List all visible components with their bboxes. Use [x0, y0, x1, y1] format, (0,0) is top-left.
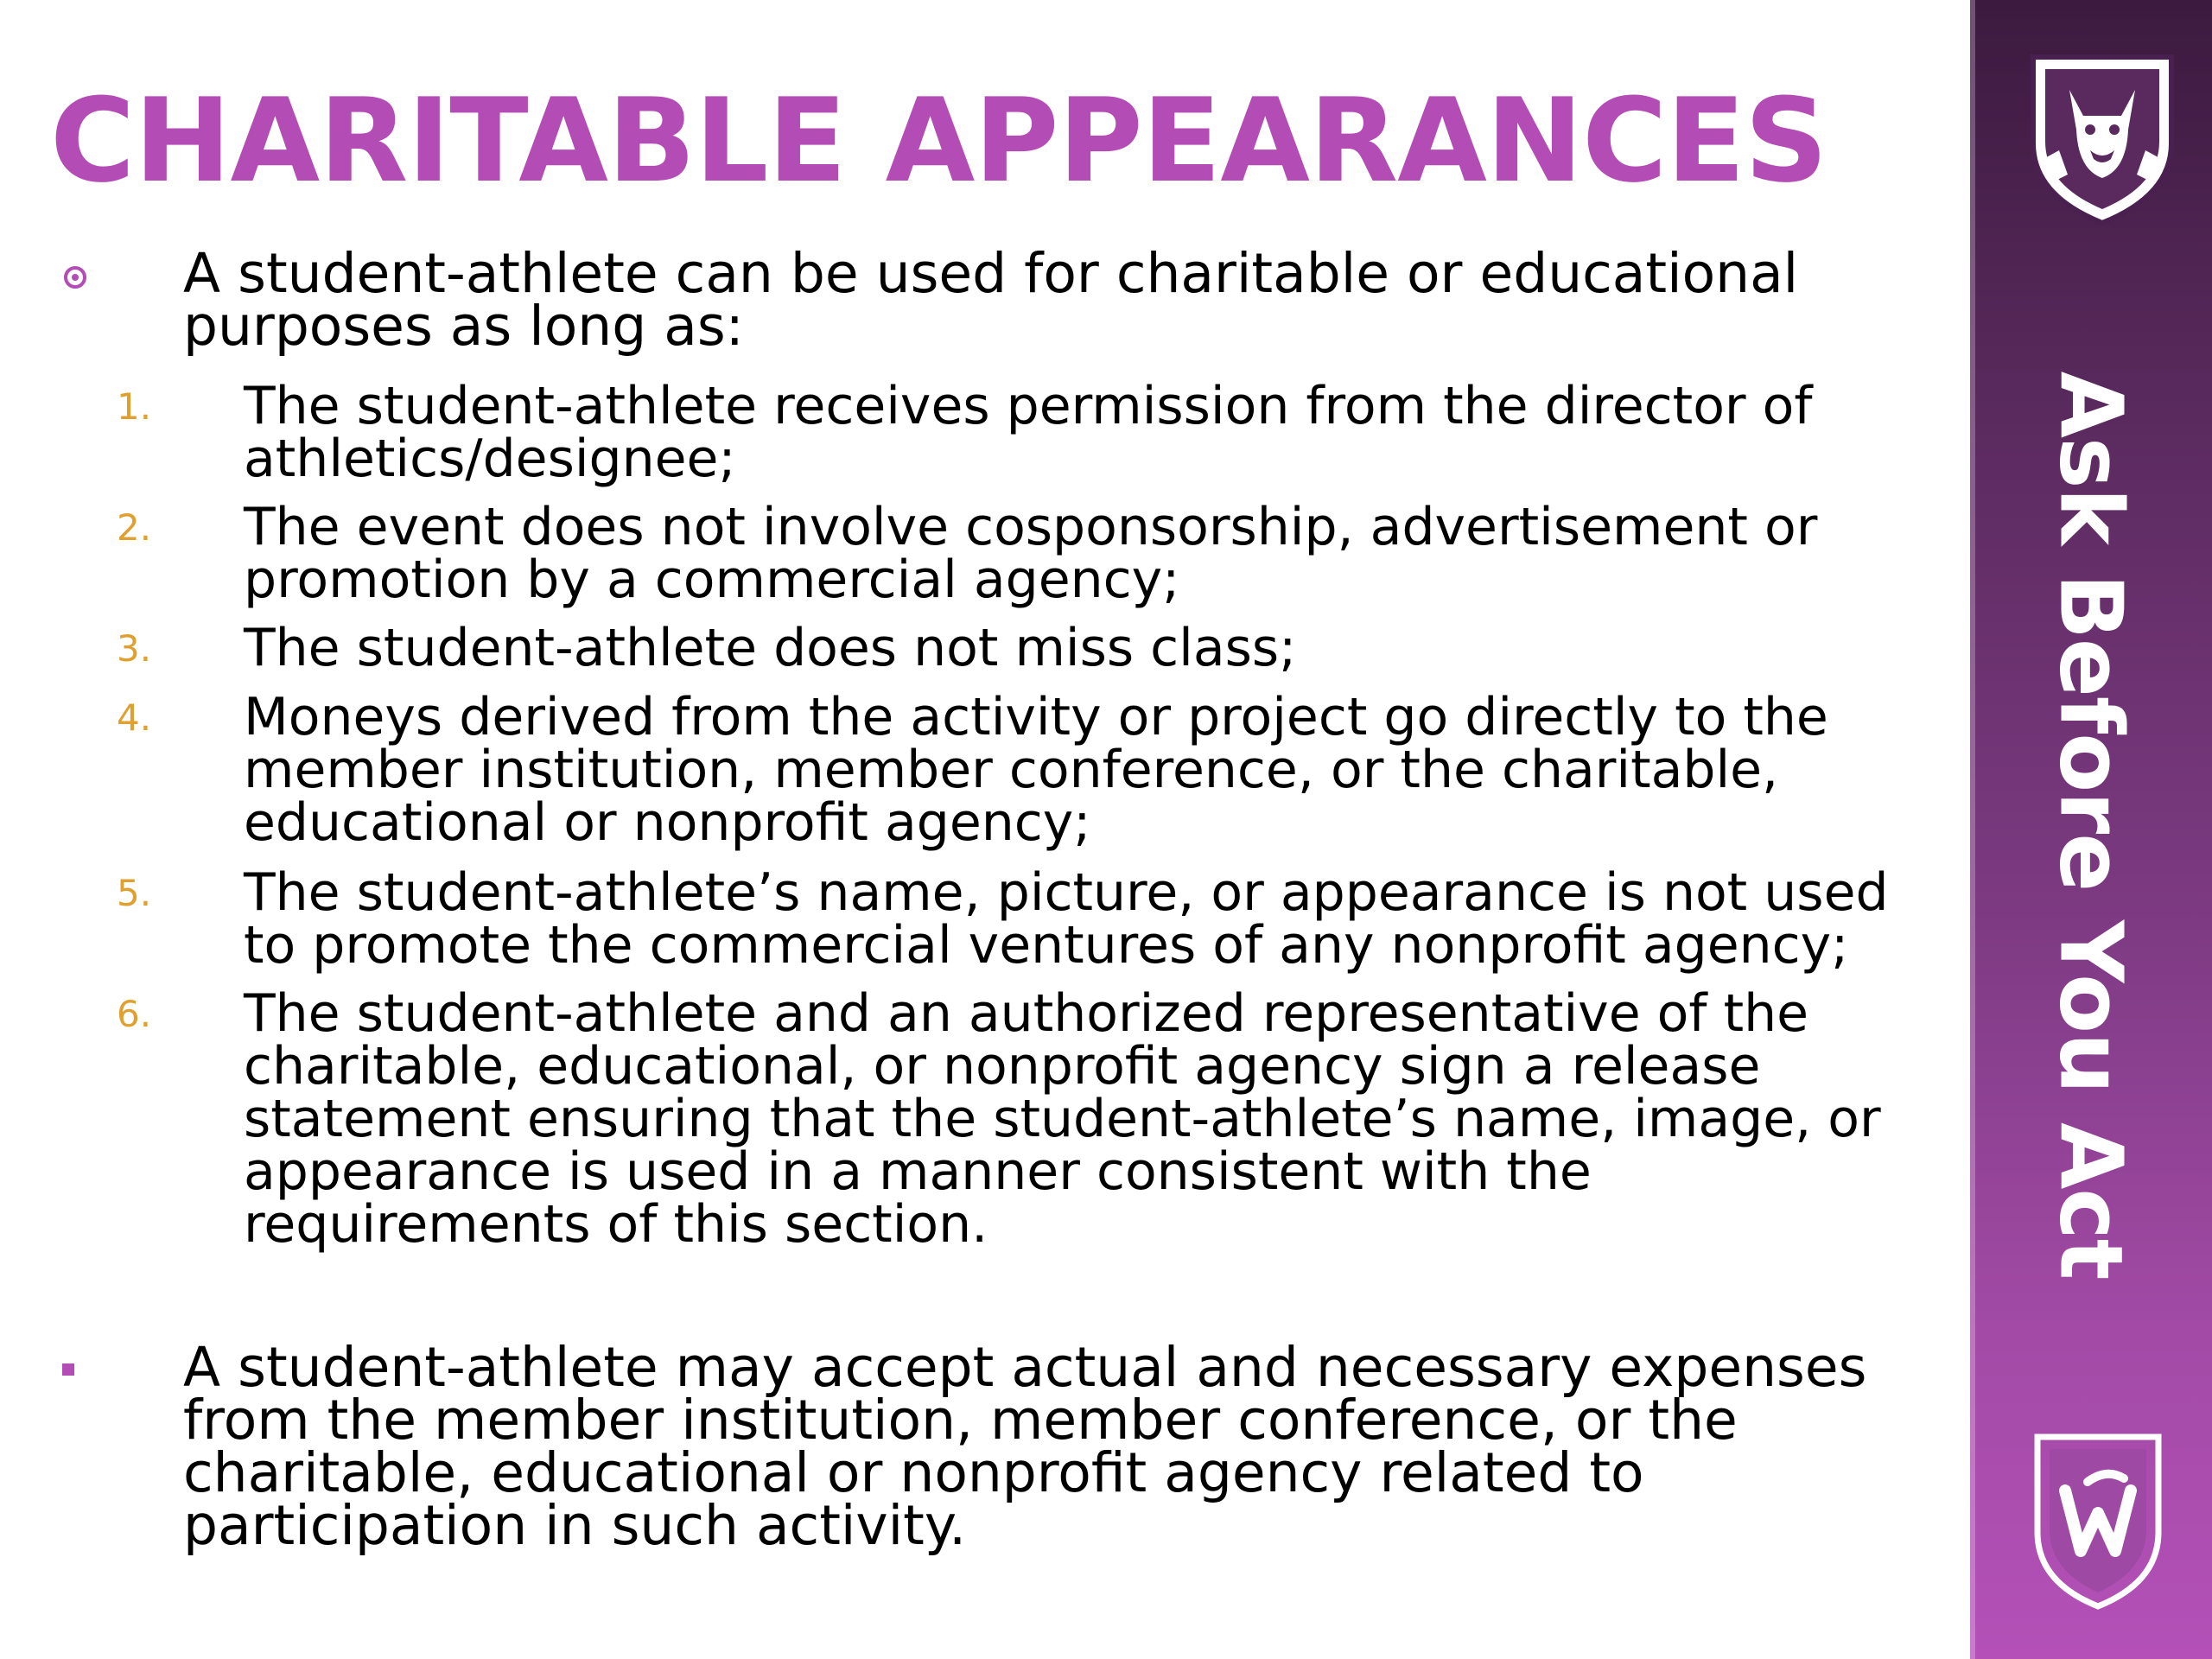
list-number: 6. [117, 993, 152, 1035]
bullet-text: A student-athlete can be used for charitable or educational purposes as long as: [183, 242, 1799, 358]
list-number: 1. [117, 385, 152, 428]
circle-bullet-icon [64, 266, 86, 289]
list-number: 3. [117, 627, 152, 670]
list-text: The student-athlete and an authorized representative of the charitable, educational, or nonprofit agency sign a release statement ensuring that the student-athlete’s name, image, or appearance is used in a manner consistent with the requirements of this section. [244, 983, 1881, 1255]
slide-title: CHARITABLE APPEARANCES [50, 73, 1827, 208]
list-text: The student-athlete receives permission from the director of athletics/designee; [244, 376, 1813, 489]
list-number: 4. [117, 696, 152, 739]
bullet-text: A student-athlete may accept actual and necessary expenses from the member institution, member conference, or the charitable, educational or nonprofit agency related to participation in such activity. [183, 1336, 1867, 1557]
list-text: The event does not involve cosponsorship, advertisement or promotion by a commercial agency; [244, 497, 1818, 610]
sidebar-slogan: Ask Before You Act [2040, 371, 2142, 1280]
w-shield-logo-icon [2031, 1430, 2165, 1611]
list-text: The student-athlete’s name, picture, or appearance is not used to promote the commercial ventures of any nonprofit agency; [244, 862, 1889, 976]
sidebar-edge [1970, 0, 1975, 1659]
sidebar-banner [1970, 0, 2212, 1659]
list-text: The student-athlete does not miss class; [244, 618, 1297, 678]
list-text: Moneys derived from the activity or project go directly to the member institution, member conference, or the charitable, educational or nonprofit agency; [244, 687, 1828, 853]
list-number: 2. [117, 506, 152, 549]
square-bullet-icon [62, 1363, 74, 1376]
wildcat-shield-logo-icon [2016, 40, 2189, 230]
list-number: 5. [117, 872, 152, 914]
